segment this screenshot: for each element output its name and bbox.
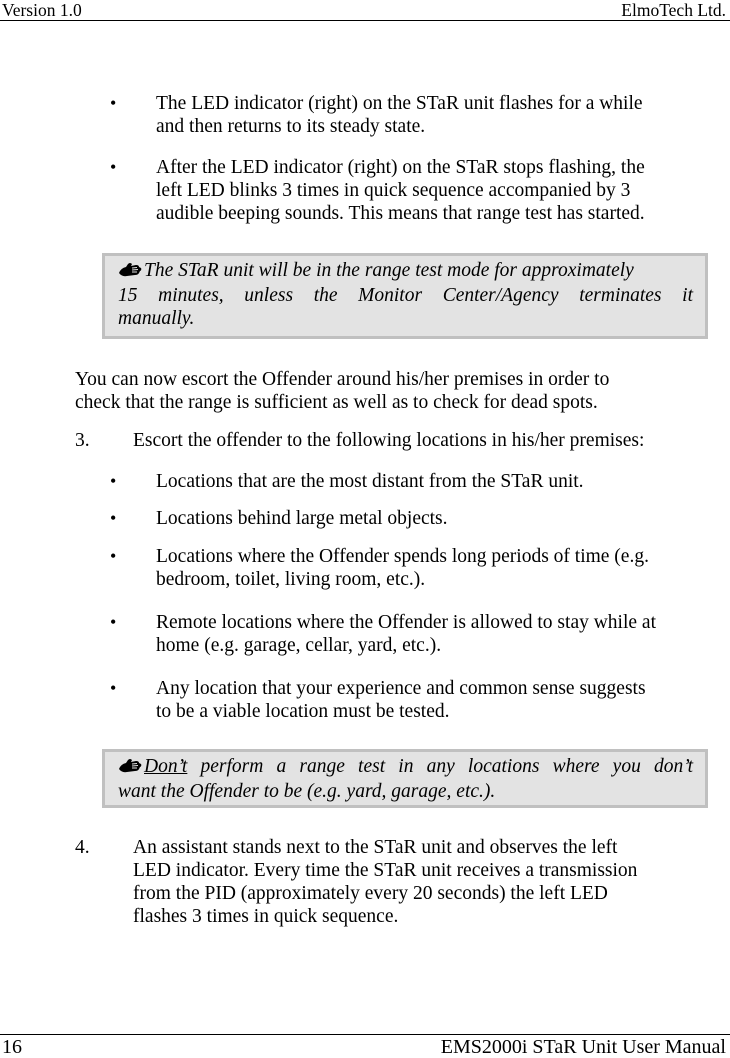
header-rule (0, 20, 730, 21)
footer-rule (0, 1034, 730, 1035)
list-item-line: Any location that your experience and common sense suggests (156, 678, 646, 699)
bullet-marker: • (110, 93, 117, 113)
list-item (156, 611, 656, 657)
step-text: An assistant stands next to the STaR unit and observes the left LED indicator. Every time the STaR unit receives a transmission from the PID (approximately every 20 seconds) the left LED flashes 3 times in quick sequence. (133, 837, 638, 927)
hand-pointer-icon (118, 261, 142, 284)
note-text: want the Offender to be (e.g. yard, garage, etc.). (118, 781, 496, 802)
list-item (156, 545, 649, 591)
manual-title: EMS2000i STaR Unit User Manual (440, 1036, 726, 1058)
list-item-line: Locations that are the most distant from the STaR unit. (156, 471, 584, 492)
header-company: ElmoTech Ltd. (621, 0, 726, 20)
page-number: 16 (2, 1036, 22, 1058)
list-item-line: After the LED indicator (right) on the STaR stops flashing, the (156, 157, 645, 178)
list-item-line: Locations behind large metal objects. (156, 508, 448, 529)
step-text: Escort the offender to the following locations in his/her premises: (133, 430, 645, 451)
bullet-marker: • (110, 471, 117, 491)
list-item (156, 156, 645, 225)
note-text: The STaR unit will be in the range test mode for approximately (144, 260, 634, 281)
list-item-line: and then returns to its steady state. (156, 116, 426, 137)
header-version: Version 1.0 (2, 0, 82, 20)
bullet-marker: • (110, 546, 117, 566)
step-number: 4. (75, 837, 90, 858)
note-text: 15 minutes, unless the Monitor Center/Agency terminates it (118, 285, 693, 306)
step-number: 3. (75, 430, 90, 451)
note-text: manually. (118, 308, 195, 329)
list-item-line: bedroom, toilet, living room, etc.). (156, 569, 426, 590)
list-item-line: The LED indicator (right) on the STaR unit flashes for a while (156, 93, 643, 114)
list-item (156, 92, 643, 138)
bullet-marker: • (110, 508, 117, 528)
list-item-line: home (e.g. garage, cellar, yard, etc.). (156, 635, 442, 656)
note-box-range-mode (102, 253, 708, 339)
list-item-line: Locations where the Offender spends long periods of time (e.g. (156, 546, 649, 567)
body-paragraph: You can now escort the Offender around his/her premises in order to check that the range is sufficient as well as to check for dead spots. (75, 369, 610, 413)
note-text: perform a range test in any locations where you don’t (187, 756, 693, 777)
bullet-marker: • (110, 612, 117, 632)
list-item (156, 507, 448, 530)
note-emphasis: Don’t (144, 756, 188, 777)
hand-pointer-icon (118, 757, 142, 780)
list-item-line: to be a viable location must be tested. (156, 701, 450, 722)
note-box-dont (102, 749, 708, 808)
list-item-line: left LED blinks 3 times in quick sequence accompanied by 3 (156, 180, 631, 201)
list-item-line: Remote locations where the Offender is allowed to stay while at (156, 612, 656, 633)
list-item (156, 470, 584, 493)
list-item (156, 677, 646, 723)
bullet-marker: • (110, 678, 117, 698)
list-item-line: audible beeping sounds. This means that range test has started. (156, 203, 645, 224)
bullet-marker: • (110, 157, 117, 177)
